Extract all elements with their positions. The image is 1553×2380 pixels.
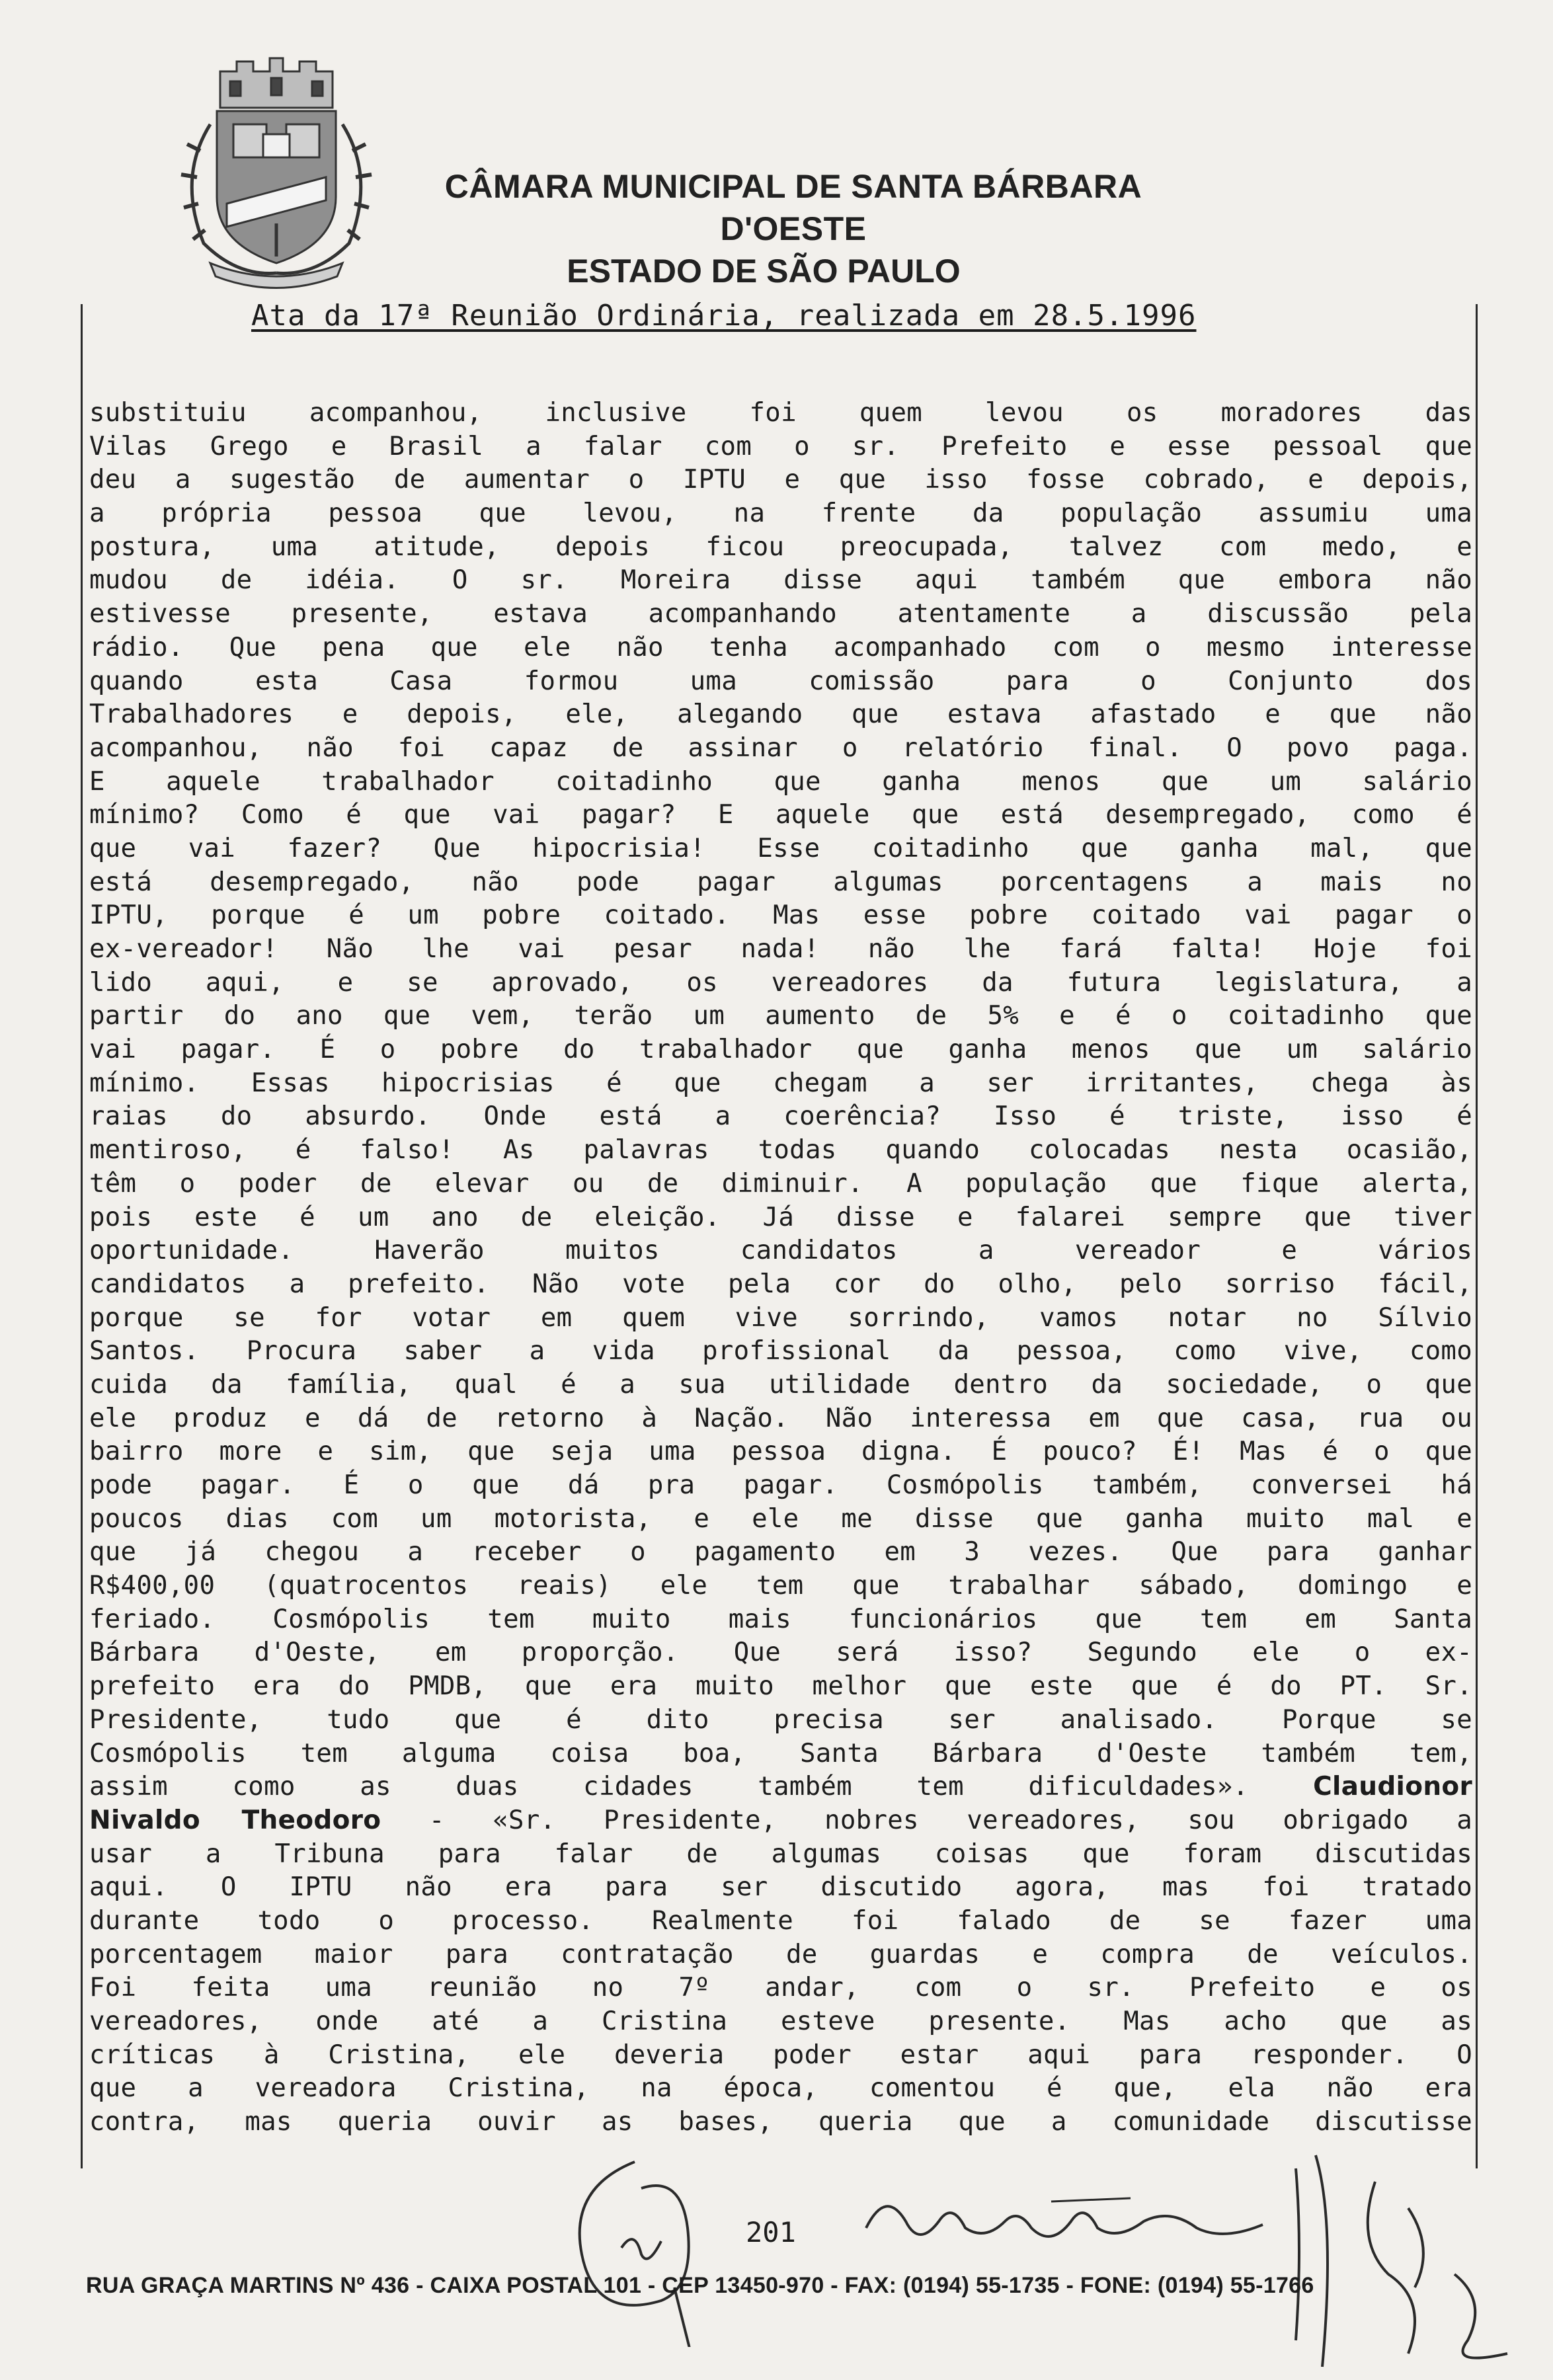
body-line: candidatos a prefeito. Não vote pela cor do olho, pelo sorriso fácil, xyxy=(89,1269,1472,1299)
institution-header xyxy=(397,165,1190,292)
body-line: ex-vereador! Não lhe vai pesar nada! não lhe fará falta! Hoje foi xyxy=(89,934,1472,964)
body-line: postura, uma atitude, depois ficou preocupada, talvez com medo, e xyxy=(89,532,1472,562)
body-line: prefeito era do PMDB, que era muito melhor que este que é do PT. Sr. xyxy=(89,1671,1472,1702)
speaker-surname: Nivaldo Theodoro xyxy=(89,1805,381,1835)
body-line: ele produz e dá de retorno à Nação. Não interessa em que casa, rua ou xyxy=(89,1403,1472,1433)
body-line: mudou de idéia. O sr. Moreira disse aqui também que embora não xyxy=(89,565,1472,596)
body-line: pois este é um ano de eleição. Já disse e falarei sempre que tiver xyxy=(89,1202,1472,1232)
body-line: contra, mas queria ouvir as bases, queria que a comunidade discutisse xyxy=(89,2107,1472,2137)
minutes-title: Ata da 17ª Reunião Ordinária, realizada em 28.5.1996 xyxy=(251,299,1197,333)
body-line: Trabalhadores e depois, ele, alegando que estava afastado e que não xyxy=(89,699,1472,730)
body-line: Cosmópolis tem alguma coisa boa, Santa Bárbara d'Oeste também tem, xyxy=(89,1738,1472,1768)
body-line: críticas à Cristina, ele deveria poder estar aqui para responder. O xyxy=(89,2040,1472,2070)
body-line: Presidente, tudo que é dito precisa ser analisado. Porque se xyxy=(89,1704,1472,1735)
institution-name: CÂMARA MUNICIPAL DE SANTA BÁRBARA D'OESTE xyxy=(444,168,1142,247)
body-line: raias do absurdo. Onde está a coerência? Isso é triste, isso é xyxy=(89,1101,1472,1132)
body-line: mínimo? Como é que vai pagar? E aquele que está desempregado, como é xyxy=(89,800,1472,830)
body-line: partir do ano que vem, terão um aumento de 5% e é o coitadinho que xyxy=(89,1001,1472,1031)
body-line: quando esta Casa formou uma comissão para o Conjunto dos xyxy=(89,666,1472,696)
body-line: bairro more e sim, que seja uma pessoa digna. É pouco? É! Mas é o que xyxy=(89,1437,1472,1467)
body-line: poucos dias com um motorista, e ele me disse que ganha muito mal e xyxy=(89,1503,1472,1534)
state-name: ESTADO DE SÃO PAULO xyxy=(567,253,961,290)
body-line: porcentagem maior para contratação de guardas e compra de veículos. xyxy=(89,1939,1472,1969)
body-line: mínimo. Essas hipocrisias é que chegam a ser irritantes, chega às xyxy=(89,1068,1472,1098)
body-line: pode pagar. É o que dá pra pagar. Cosmópolis também, conversei há xyxy=(89,1470,1472,1500)
body-line: a própria pessoa que levou, na frente da população assumiu uma xyxy=(89,498,1472,529)
left-margin-rule xyxy=(81,304,83,2168)
body-line: porque se for votar em quem vive sorrindo, vamos notar no Sílvio xyxy=(89,1302,1472,1333)
body-line: durante todo o processo. Realmente foi falado de se fazer uma xyxy=(89,1905,1472,1936)
body-line: estivesse presente, estava acompanhando atentamente a discussão pela xyxy=(89,599,1472,629)
body-line: lido aqui, e se aprovado, os vereadores da futura legislatura, a xyxy=(89,967,1472,998)
body-line: acompanhou, não foi capaz de assinar o relatório final. O povo paga. xyxy=(89,733,1472,763)
handwritten-signature xyxy=(853,2182,1302,2261)
body-line: deu a sugestão de aumentar o IPTU e que isso fosse cobrado, e depois, xyxy=(89,465,1472,495)
body-line: Vilas Grego e Brasil a falar com o sr. Prefeito e esse pessoal que xyxy=(89,431,1472,461)
right-margin-rule xyxy=(1476,304,1478,2168)
handwritten-initials-signature xyxy=(542,2149,873,2347)
body-line: vai pagar. É o pobre do trabalhador que ganha menos que um salário xyxy=(89,1035,1472,1065)
page-number: 201 xyxy=(746,2216,796,2248)
body-line: Bárbara d'Oeste, em proporção. Que será isso? Segundo ele o ex- xyxy=(89,1638,1472,1668)
body-line: Nivaldo Theodoro - «Sr. Presidente, nobres vereadores, sou obrigado a xyxy=(89,1805,1472,1835)
address-footer: RUA GRAÇA MARTINS Nº 436 - CAIXA POSTAL 101 - CEP 13450-970 - FAX: (0194) 55-1735 - FONE: (0194) 55-1766 xyxy=(86,2273,1314,2298)
body-line: Santos. Procura saber a vida profissional da pessoa, como vive, como xyxy=(89,1336,1472,1367)
speaker-first-name: Claudionor xyxy=(1313,1772,1472,1802)
handwritten-signature-right xyxy=(1276,2142,1540,2380)
body-line: R$400,00 (quatrocentos reais) ele tem que trabalhar sábado, domingo e xyxy=(89,1571,1472,1601)
body-line: assim como as duas cidades também tem dificuldades». Claudionor xyxy=(89,1772,1472,1802)
body-line: oportunidade. Haverão muitos candidatos a vereador e vários xyxy=(89,1236,1472,1266)
body-line: substituiu acompanhou, inclusive foi quem levou os moradores das xyxy=(89,398,1472,428)
body-line: aqui. O IPTU não era para ser discutido agora, mas foi tratado xyxy=(89,1872,1472,1903)
body-line: Foi feita uma reunião no 7º andar, com o sr. Prefeito e os xyxy=(89,1973,1472,2003)
body-line: cuida da família, qual é a sua utilidade dentro da sociedade, o que xyxy=(89,1369,1472,1400)
body-line: está desempregado, não pode pagar algumas porcentagens a mais no xyxy=(89,867,1472,897)
body-line: E aquele trabalhador coitadinho que ganha menos que um salário xyxy=(89,766,1472,797)
body-line: usar a Tribuna para falar de algumas coisas que foram discutidas xyxy=(89,1839,1472,1869)
minutes-body xyxy=(89,397,1472,2139)
body-line: que a vereadora Cristina, na época, comentou é que, ela não era xyxy=(89,2073,1472,2104)
body-line: IPTU, porque é um pobre coitado. Mas esse pobre coitado vai pagar o xyxy=(89,900,1472,931)
body-line: que vai fazer? Que hipocrisia! Esse coitadinho que ganha mal, que xyxy=(89,833,1472,863)
body-line: feriado. Cosmópolis tem muito mais funcionários que tem em Santa xyxy=(89,1604,1472,1634)
body-line: rádio. Que pena que ele não tenha acompanhado com o mesmo interesse xyxy=(89,632,1472,662)
body-line: mentiroso, é falso! As palavras todas quando colocadas nesta ocasião, xyxy=(89,1135,1472,1166)
body-line: vereadores, onde até a Cristina esteve presente. Mas acho que as xyxy=(89,2006,1472,2036)
body-line: que já chegou a receber o pagamento em 3 vezes. Que para ganhar xyxy=(89,1537,1472,1567)
body-line: têm o poder de elevar ou de diminuir. A população que fique alerta, xyxy=(89,1168,1472,1199)
